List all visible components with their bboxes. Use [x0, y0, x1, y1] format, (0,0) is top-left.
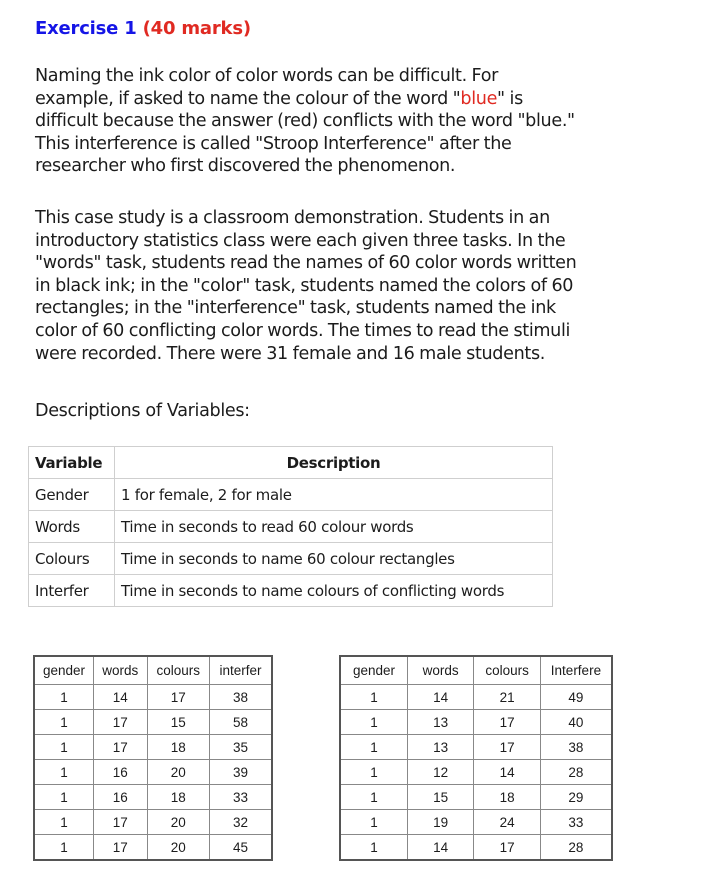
paragraph-line: "words" task, students read the names of 60 color words written [35, 253, 577, 274]
cell: 28 [540, 835, 612, 861]
table-row [34, 735, 272, 760]
exercise-title [35, 18, 251, 39]
cell: 1 [340, 685, 407, 710]
cell: 1 [340, 760, 407, 785]
header-colours: colours [474, 656, 541, 685]
cell: 19 [407, 810, 473, 835]
cell: 1 [34, 735, 94, 760]
table-row [340, 835, 612, 861]
paragraph-line [35, 88, 695, 111]
cell: 28 [540, 760, 612, 785]
cell: 35 [210, 735, 272, 760]
header-interfer: interfer [210, 656, 272, 685]
header-words: words [407, 656, 473, 685]
paragraph-line: This case study is a classroom demonstration. Students in an [35, 208, 550, 228]
cell: 40 [540, 710, 612, 735]
header-colours: colours [147, 656, 209, 685]
table-row [340, 685, 612, 710]
cell: 17 [474, 710, 541, 735]
variable-description: Time in seconds to name 60 colour rectangles [115, 543, 553, 575]
table-row [34, 760, 272, 785]
cell: 17 [94, 810, 148, 835]
intro-paragraph [35, 65, 695, 178]
cell: 29 [540, 785, 612, 810]
cell: 14 [94, 685, 148, 710]
cell: 17 [474, 735, 541, 760]
exercise-label: Exercise 1 [35, 18, 137, 39]
case-study-paragraph [35, 207, 695, 365]
cell: 21 [474, 685, 541, 710]
variable-name: Colours [29, 543, 115, 575]
table-header-row [340, 656, 612, 685]
table-row [29, 543, 553, 575]
header-interfere: Interfere [540, 656, 612, 685]
cell: 1 [34, 760, 94, 785]
table-row [29, 479, 553, 511]
text-segment: example, if asked to name the colour of the word " [35, 88, 461, 109]
highlighted-word-blue: blue [460, 88, 498, 109]
header-words: words [94, 656, 148, 685]
cell: 33 [540, 810, 612, 835]
table-header-row [29, 447, 553, 479]
text-segment: " is [497, 88, 523, 109]
header-description: Description [115, 447, 553, 479]
table-row [29, 575, 553, 607]
variables-table [28, 446, 553, 607]
variable-name: Interfer [29, 575, 115, 607]
right-data-table [339, 655, 613, 861]
left-data-table [33, 655, 273, 861]
variable-description: Time in seconds to name colours of conflicting words [115, 575, 553, 607]
cell: 14 [407, 685, 473, 710]
cell: 17 [94, 835, 148, 861]
paragraph-line: researcher who first discovered the phenomenon. [35, 156, 456, 177]
table-row [34, 835, 272, 861]
cell: 17 [147, 685, 209, 710]
cell: 18 [147, 735, 209, 760]
paragraph-line: color of 60 conflicting color words. The times to read the stimuli [35, 320, 571, 341]
cell: 38 [540, 735, 612, 760]
cell: 1 [34, 710, 94, 735]
cell: 38 [210, 685, 272, 710]
variable-name: Words [29, 511, 115, 543]
cell: 1 [34, 810, 94, 835]
table-row [34, 810, 272, 835]
variable-description: 1 for female, 2 for male [115, 479, 553, 511]
table-row [34, 685, 272, 710]
paragraph-line: rectangles; in the "interference" task, students named the ink [35, 298, 556, 319]
header-variable: Variable [29, 447, 115, 479]
cell: 33 [210, 785, 272, 810]
cell: 12 [407, 760, 473, 785]
cell: 49 [540, 685, 612, 710]
cell: 58 [210, 710, 272, 735]
cell: 14 [474, 760, 541, 785]
cell: 16 [94, 785, 148, 810]
cell: 1 [340, 785, 407, 810]
table-row [34, 785, 272, 810]
table-row [340, 760, 612, 785]
cell: 1 [34, 835, 94, 861]
table-header-row [34, 656, 272, 685]
cell: 1 [340, 710, 407, 735]
cell: 24 [474, 810, 541, 835]
cell: 17 [94, 735, 148, 760]
cell: 15 [407, 785, 473, 810]
table-row [29, 511, 553, 543]
paragraph-line: This interference is called "Stroop Interference" after the [35, 133, 512, 154]
cell: 18 [474, 785, 541, 810]
cell: 15 [147, 710, 209, 735]
header-gender: gender [340, 656, 407, 685]
variable-description: Time in seconds to read 60 colour words [115, 511, 553, 543]
cell: 20 [147, 810, 209, 835]
cell: 1 [340, 810, 407, 835]
cell: 20 [147, 835, 209, 861]
descriptions-heading: Descriptions of Variables: [35, 401, 250, 421]
cell: 1 [340, 735, 407, 760]
cell: 1 [340, 835, 407, 861]
table-row [340, 735, 612, 760]
cell: 16 [94, 760, 148, 785]
cell: 13 [407, 735, 473, 760]
cell: 45 [210, 835, 272, 861]
cell: 39 [210, 760, 272, 785]
table-row [340, 710, 612, 735]
marks-label: (40 marks) [142, 18, 251, 39]
paragraph-line: Naming the ink color of color words can be difficult. For [35, 66, 499, 86]
table-row [340, 810, 612, 835]
table-row [34, 710, 272, 735]
cell: 13 [407, 710, 473, 735]
header-gender: gender [34, 656, 94, 685]
cell: 17 [94, 710, 148, 735]
cell: 18 [147, 785, 209, 810]
cell: 1 [34, 785, 94, 810]
variable-name: Gender [29, 479, 115, 511]
paragraph-line: introductory statistics class were each given three tasks. In the [35, 230, 566, 251]
cell: 17 [474, 835, 541, 861]
cell: 14 [407, 835, 473, 861]
table-row [340, 785, 612, 810]
paragraph-line: in black ink; in the "color" task, students named the colors of 60 [35, 275, 574, 296]
cell: 20 [147, 760, 209, 785]
cell: 1 [34, 685, 94, 710]
paragraph-line: difficult because the answer (red) conflicts with the word "blue." [35, 111, 575, 132]
paragraph-line: were recorded. There were 31 female and 16 male students. [35, 343, 546, 364]
cell: 32 [210, 810, 272, 835]
